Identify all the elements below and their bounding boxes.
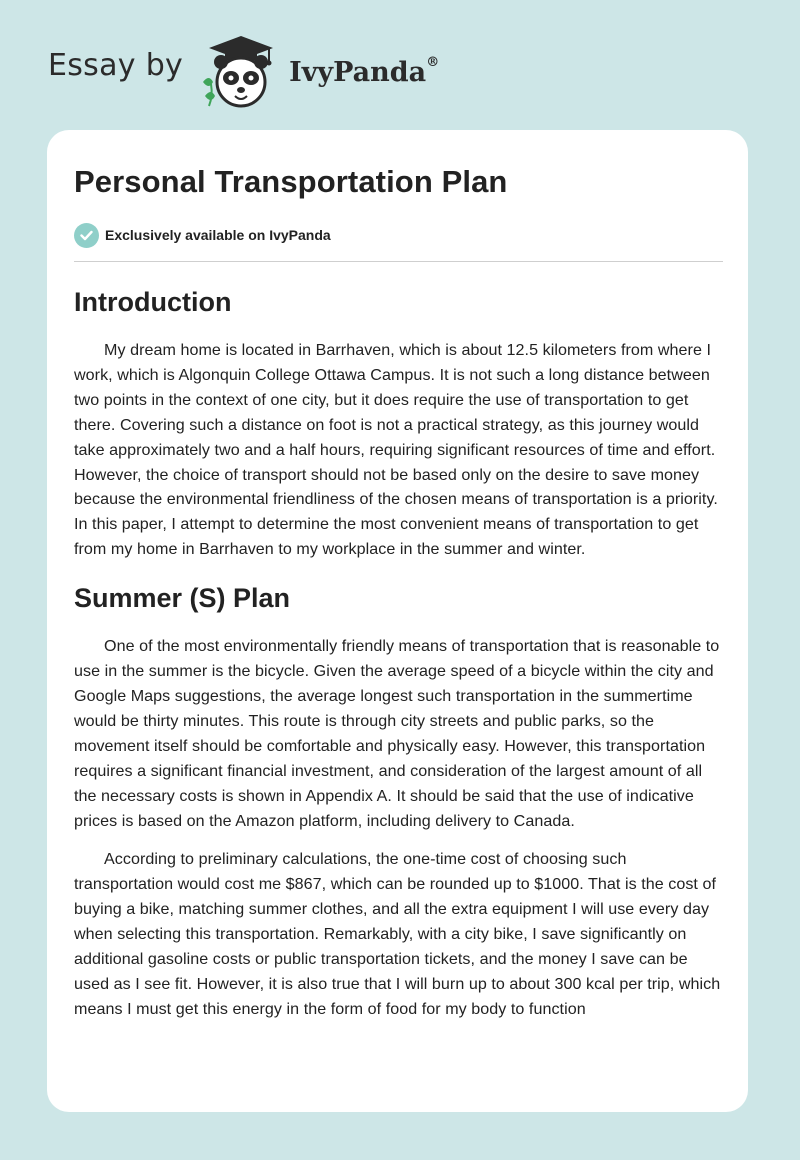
essay-card [47, 130, 748, 1112]
brand-prefix: Essay by [48, 47, 184, 83]
paragraph: My dream home is located in Barrhaven, which is about 12.5 kilometers from where I work, which is Algonquin College Ottawa Campus. It is not such a long distance between two points in the context of one city, but it does require the use of transportation to get there. Covering such a distance on foot is not a practical strategy, as this journey would take approximately two and a half hours, requiring significant resources of time and effort. However, the choice of transport should not be based only on the desire to save money because the environmental friendliness of the chosen means of transportation is a priority. In this paper, I attempt to determine the most convenient means of transportation to get from my home in Barrhaven to my workplace in the summer and winter. [74, 341, 718, 559]
section-summer-plan [74, 576, 723, 1022]
check-circle-icon [74, 223, 99, 248]
brand-name[interactable]: IvyPanda® [289, 54, 440, 88]
section-heading: Introduction [74, 287, 232, 317]
paragraph: According to preliminary calculations, the one-time cost of choosing such transportation would cost me $867, which can be rounded up to $1000. That is the cost of buying a bike, matching summer clothes, and all the extra equipment I will use every day when selecting this transportation. Remarkably, with a city bike, I save significantly on additional gasoline costs or public transportation tickets, and the money I save can be used as I see fit. However, it is also true that I will burn up to about 300 kcal per trip, which means I must get this energy in the form of food for my body to function [74, 850, 721, 1018]
essay-body [74, 280, 723, 1036]
page-title: Personal Transportation Plan [74, 164, 508, 199]
section-heading: Summer (S) Plan [74, 583, 291, 614]
divider [74, 261, 723, 262]
section-introduction [74, 280, 723, 562]
ivypanda-logo-icon[interactable] [197, 30, 285, 110]
exclusive-label: Exclusively available on IvyPanda [105, 227, 331, 243]
site-header [48, 30, 439, 110]
exclusive-badge [74, 222, 331, 248]
paragraph: One of the most environmentally friendly means of transportation that is reasonable to use in the summer is the bicycle. Given the average speed of a bicycle within the city and Google Maps suggestions, the average longest such transportation in the summertime would be thirty minutes. This route is through city streets and public parks, so the movement itself should be comfortable and physically easy. However, this transportation requires a significant financial investment, and consideration of the largest amount of all the necessary costs is shown in Appendix A. It should be said that the use of indicative prices is based on the Amazon platform, including delivery to Canada. [74, 637, 720, 830]
